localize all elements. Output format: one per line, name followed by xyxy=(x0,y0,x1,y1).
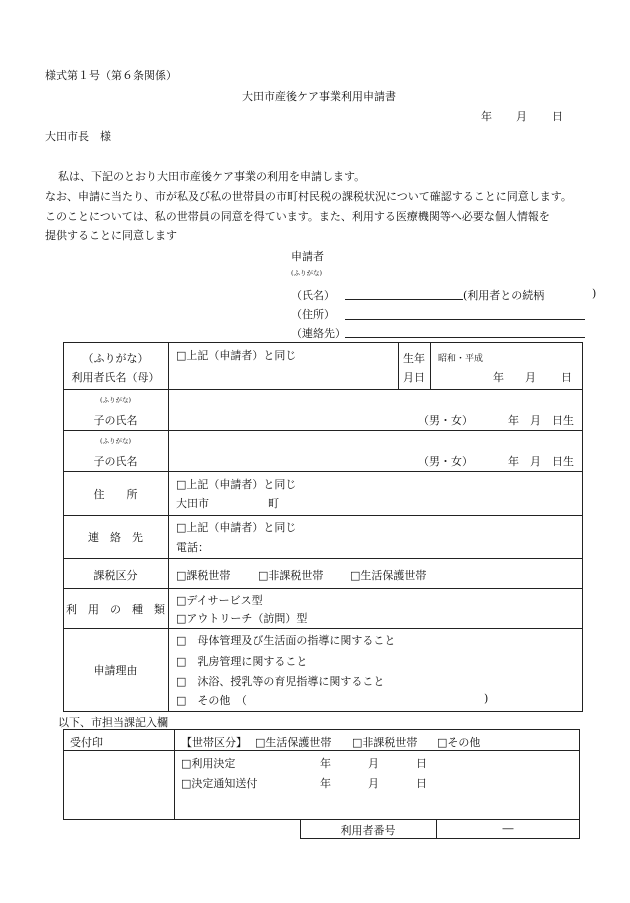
household-option-welfare[interactable]: □生活保護世帯 xyxy=(255,736,332,749)
birth-label-2: 月日 xyxy=(403,371,425,384)
era-options[interactable]: 昭和・平成 xyxy=(438,354,484,364)
child1-birth: 年 月 日生 xyxy=(508,414,574,427)
notice-year: 年 xyxy=(320,777,331,790)
usage-type-outreach[interactable]: □アウトリーチ（訪問）型 xyxy=(176,612,308,625)
tax-option-welfare[interactable]: □生活保護世帯 xyxy=(350,569,427,582)
address-same-checkbox[interactable]: □上記（申請者）と同じ xyxy=(176,478,297,491)
tax-label: 課税区分 xyxy=(93,569,138,582)
child2-name-label: 子の氏名 xyxy=(93,455,138,468)
user-number-label: 利用者番号 xyxy=(340,824,396,837)
row-divider xyxy=(63,628,583,629)
applicant-name-label: （氏名） xyxy=(291,289,335,302)
birth-label-1: 生年 xyxy=(403,352,425,365)
applicant-name-field[interactable] xyxy=(345,299,463,300)
reason-option-2[interactable]: □ 乳房管理に関すること xyxy=(176,655,308,668)
usage-type-label: 利 用 の 種 類 xyxy=(66,603,165,616)
date-year: 年 xyxy=(481,110,492,123)
office-divider xyxy=(174,729,175,820)
user-furigana-label: （ふりがな） xyxy=(82,352,149,365)
birth-month: 月 xyxy=(525,371,536,384)
tax-option-taxable[interactable]: □課税世帯 xyxy=(176,569,231,582)
relation-close: ) xyxy=(592,287,597,300)
applicant-contact-label: （連絡先） xyxy=(291,327,346,340)
child1-name-label: 子の氏名 xyxy=(93,414,138,427)
address-town: 町 xyxy=(268,497,279,510)
notice-checkbox[interactable]: □決定通知送付 xyxy=(181,777,258,790)
notice-month: 月 xyxy=(368,777,379,790)
household-option-nontaxable[interactable]: □非課税世帯 xyxy=(352,736,418,749)
child1-gender[interactable]: （男・女） xyxy=(418,414,473,427)
applicant-furigana: (ふりがな) xyxy=(291,269,323,277)
body-line-4: 提供することに同意します xyxy=(45,229,177,242)
user-name-label: 利用者氏名（母） xyxy=(71,371,160,384)
table-divider xyxy=(430,342,431,389)
birth-day: 日 xyxy=(561,371,572,384)
applicant-contact-field[interactable] xyxy=(345,337,585,338)
document-title: 大田市産後ケア事業利用申請書 xyxy=(242,90,396,103)
office-divider xyxy=(63,750,580,751)
contact-phone: 電話： xyxy=(176,541,209,554)
decision-month: 月 xyxy=(368,757,379,770)
same-as-applicant-checkbox[interactable]: □上記（申請者）と同じ xyxy=(176,349,297,362)
reason-option-4-close: ) xyxy=(484,692,489,705)
date-day: 日 xyxy=(552,110,563,123)
reason-option-3[interactable]: □ 沐浴、授乳等の育児指導に関すること xyxy=(176,675,385,688)
body-line-3: このことについては、私の世帯員の同意を得ています。また、利用する医療機関等へ必要な個人情報を xyxy=(45,210,550,223)
row-divider xyxy=(63,558,583,559)
table-divider xyxy=(168,342,169,712)
notice-day: 日 xyxy=(416,777,427,790)
body-line-2: なお、申請に当たり、市が私及び私の世帯員の市町村民税の課税状況について確認することに同意します。 xyxy=(45,190,572,203)
body-line-1: 私は、下記のとおり大田市産後ケア事業の利用を申請します。 xyxy=(58,170,366,183)
row-divider xyxy=(63,430,583,431)
applicant-heading: 申請者 xyxy=(291,250,324,263)
row-divider xyxy=(63,515,583,516)
row-divider xyxy=(63,471,583,472)
address-city: 大田市 xyxy=(176,497,209,510)
usage-type-day[interactable]: □デイサービス型 xyxy=(176,594,263,607)
child1-furigana-label: (ふりがな) xyxy=(99,396,132,404)
office-heading: 以下、市担当課記入欄 xyxy=(58,716,168,729)
decision-year: 年 xyxy=(320,757,331,770)
reason-label: 申請理由 xyxy=(93,664,138,677)
table-divider xyxy=(398,342,399,389)
reason-option-4[interactable]: □ その他 （ xyxy=(176,694,247,707)
address-label: 住 所 xyxy=(93,488,138,501)
user-number-value[interactable]: ― xyxy=(502,822,514,835)
row-divider xyxy=(63,588,583,589)
contact-label: 連 絡 先 xyxy=(88,531,143,544)
decision-checkbox[interactable]: □利用決定 xyxy=(181,757,236,770)
relation-label: (利用者との続柄 xyxy=(463,289,545,302)
contact-same-checkbox[interactable]: □上記（申請者）と同じ xyxy=(176,521,297,534)
applicant-address-label: （住所） xyxy=(291,308,335,321)
row-divider xyxy=(63,389,583,390)
household-option-other[interactable]: □その他 xyxy=(437,736,481,749)
receipt-stamp-label: 受付印 xyxy=(70,736,103,749)
applicant-address-field[interactable] xyxy=(345,319,585,320)
reason-option-1[interactable]: □ 母体管理及び生活面の指導に関すること xyxy=(176,634,396,647)
addressee: 大田市長 様 xyxy=(45,130,111,143)
child2-furigana-label: (ふりがな) xyxy=(99,437,132,445)
date-month: 月 xyxy=(516,110,527,123)
child2-birth: 年 月 日生 xyxy=(508,455,574,468)
household-label: 【世帯区分】 xyxy=(181,736,247,749)
decision-day: 日 xyxy=(416,757,427,770)
form-number: 様式第１号（第６条関係） xyxy=(45,69,177,82)
tax-option-nontaxable[interactable]: □非課税世帯 xyxy=(258,569,324,582)
child2-gender[interactable]: （男・女） xyxy=(418,455,473,468)
birth-year: 年 xyxy=(493,371,504,384)
